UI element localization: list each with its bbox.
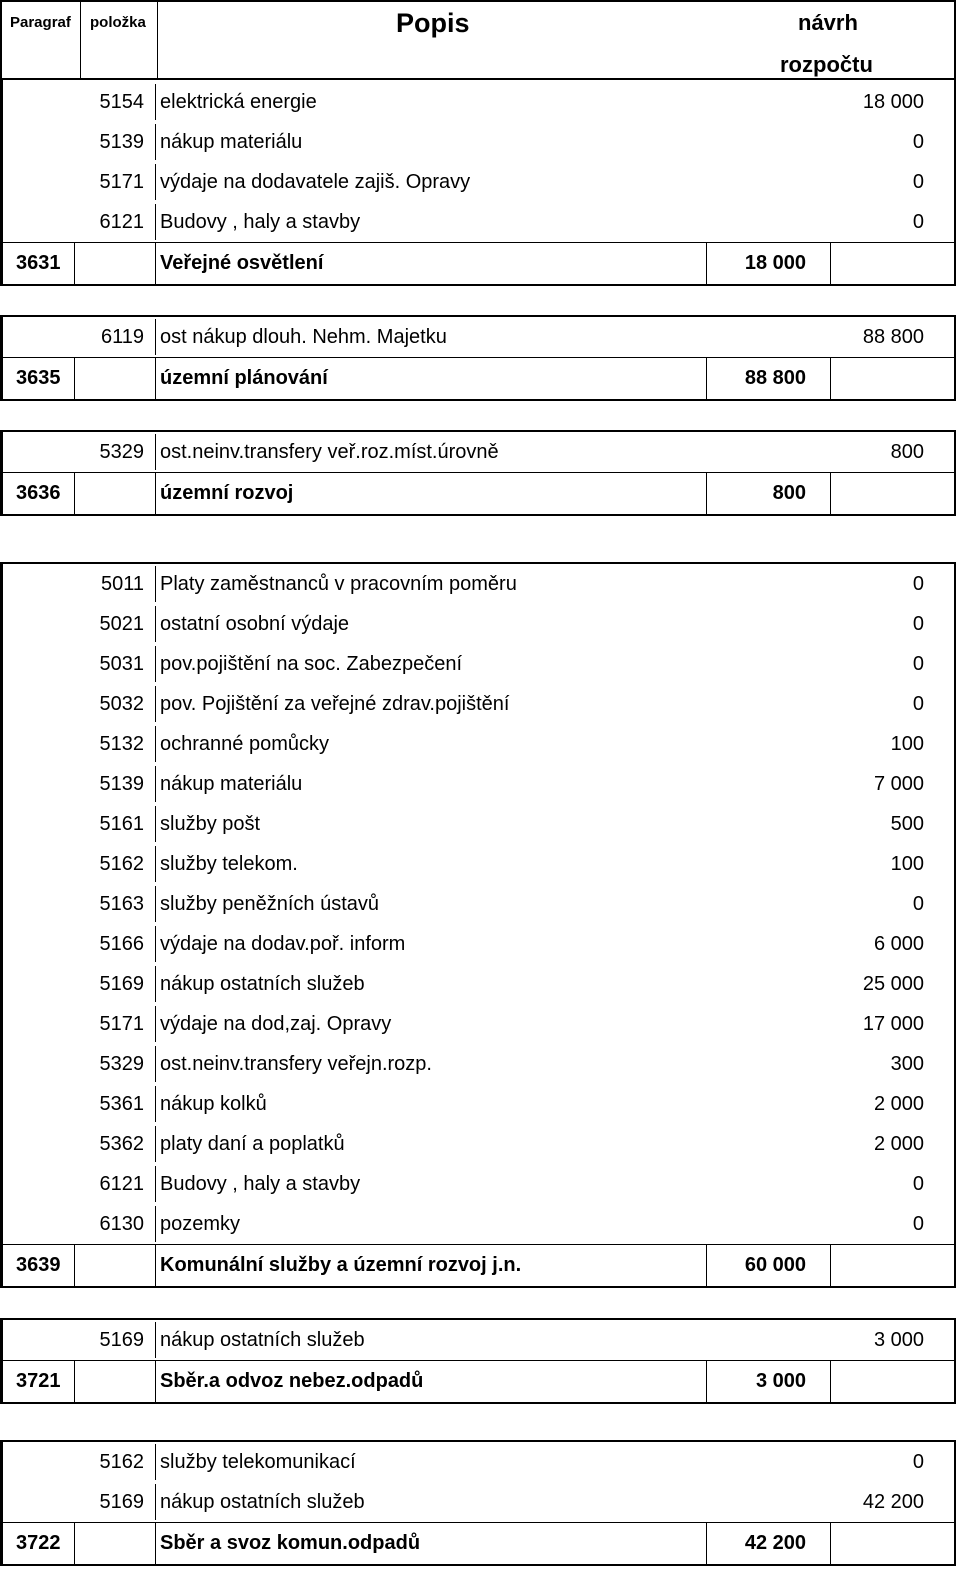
paragraf-total-row xyxy=(0,472,956,514)
item-amount: 500 xyxy=(890,813,924,835)
column-divider xyxy=(155,124,156,160)
header-polozka: položka xyxy=(90,14,146,31)
section-bottom-border xyxy=(0,1564,956,1566)
total-row-top-border xyxy=(0,1360,956,1361)
header-paragraf: Paragraf xyxy=(10,14,71,31)
table-row xyxy=(0,122,956,162)
paragraf-total-amount: 88 800 xyxy=(744,367,806,389)
item-code: 5132 xyxy=(99,733,144,755)
section-bottom-border xyxy=(0,399,956,401)
paragraf-total-row xyxy=(0,242,956,284)
item-description: ost.neinv.transfery veř.roz.míst.úrovně xyxy=(160,441,499,463)
table-row xyxy=(0,1204,956,1244)
column-divider xyxy=(706,1360,707,1402)
budget-section xyxy=(0,80,956,286)
table-row xyxy=(0,804,956,844)
column-divider xyxy=(155,204,156,240)
column-divider xyxy=(155,1484,156,1520)
item-amount: 800 xyxy=(890,441,924,463)
paragraf-total-amount: 3 000 xyxy=(755,1370,806,1392)
column-divider xyxy=(830,472,831,514)
item-amount: 100 xyxy=(890,853,924,875)
item-code: 5154 xyxy=(99,91,144,113)
column-divider xyxy=(155,1166,156,1202)
column-divider xyxy=(155,1006,156,1042)
paragraf-total-amount: 800 xyxy=(772,482,806,504)
column-divider xyxy=(830,242,831,284)
column-divider xyxy=(155,1244,156,1286)
item-amount: 0 xyxy=(912,1451,924,1473)
table-row xyxy=(0,1084,956,1124)
item-description: nákup ostatních služeb xyxy=(160,973,365,995)
paragraf-title: Komunální služby a územní rozvoj j.n. xyxy=(160,1254,522,1276)
column-divider xyxy=(830,357,831,399)
item-description: nákup materiálu xyxy=(160,773,303,795)
item-code: 5169 xyxy=(99,973,144,995)
column-divider xyxy=(706,242,707,284)
section-bottom-border xyxy=(0,514,956,516)
paragraf-total-row xyxy=(0,1522,956,1564)
item-amount: 0 xyxy=(912,613,924,635)
item-amount: 0 xyxy=(912,131,924,153)
column-divider xyxy=(155,726,156,762)
total-row-top-border xyxy=(0,242,956,243)
paragraf-total-amount: 18 000 xyxy=(744,252,806,274)
column-divider xyxy=(155,566,156,602)
item-description: elektrická energie xyxy=(160,91,317,113)
item-code: 5032 xyxy=(99,693,144,715)
item-amount: 6 000 xyxy=(873,933,924,955)
column-divider xyxy=(155,1322,156,1358)
item-code: 6121 xyxy=(99,1173,144,1195)
total-row-top-border xyxy=(0,472,956,473)
table-header xyxy=(0,0,956,80)
column-divider xyxy=(155,846,156,882)
budget-section xyxy=(0,1440,956,1566)
column-divider xyxy=(155,646,156,682)
table-row xyxy=(0,884,956,924)
item-code: 5169 xyxy=(99,1491,144,1513)
column-divider xyxy=(155,766,156,802)
budget-section xyxy=(0,315,956,401)
column-divider xyxy=(155,1046,156,1082)
column-divider xyxy=(155,1360,156,1402)
item-description: Budovy , haly a stavby xyxy=(160,211,361,233)
paragraf-title: územní plánování xyxy=(160,367,328,389)
column-divider xyxy=(706,1522,707,1564)
total-row-top-border xyxy=(0,1522,956,1523)
item-code: 6121 xyxy=(99,211,144,233)
paragraf-title: Veřejné osvětlení xyxy=(160,252,324,274)
budget-section xyxy=(0,430,956,516)
budget-section xyxy=(0,562,956,1288)
paragraf-code: 3635 xyxy=(16,367,61,389)
item-amount: 0 xyxy=(912,1213,924,1235)
item-code: 5329 xyxy=(99,441,144,463)
item-amount: 2 000 xyxy=(873,1093,924,1115)
item-description: pov.pojištění na soc. Zabezpečení xyxy=(160,653,463,675)
paragraf-total-row xyxy=(0,357,956,399)
budget-section xyxy=(0,1318,956,1404)
paragraf-code: 3639 xyxy=(16,1254,61,1276)
table-row xyxy=(0,432,956,472)
table-row xyxy=(0,82,956,122)
item-amount: 0 xyxy=(912,171,924,193)
item-description: výdaje na dod,zaj. Opravy xyxy=(160,1013,392,1035)
item-description: nákup kolků xyxy=(160,1093,267,1115)
table-row xyxy=(0,1164,956,1204)
table-row xyxy=(0,162,956,202)
column-divider xyxy=(830,1522,831,1564)
table-row xyxy=(0,564,956,604)
item-amount: 0 xyxy=(912,893,924,915)
paragraf-total-row xyxy=(0,1244,956,1286)
item-code: 5361 xyxy=(99,1093,144,1115)
item-amount: 2 000 xyxy=(873,1133,924,1155)
item-description: nákup ostatních služeb xyxy=(160,1491,365,1513)
column-divider xyxy=(155,164,156,200)
column-divider xyxy=(155,84,156,120)
table-row xyxy=(0,1442,956,1482)
item-code: 6130 xyxy=(99,1213,144,1235)
table-row xyxy=(0,1124,956,1164)
item-amount: 3 000 xyxy=(873,1329,924,1351)
paragraf-total-amount: 42 200 xyxy=(744,1532,806,1554)
table-row xyxy=(0,724,956,764)
table-row xyxy=(0,644,956,684)
total-row-top-border xyxy=(0,357,956,358)
item-code: 5163 xyxy=(99,893,144,915)
item-description: výdaje na dodavatele zajiš. Opravy xyxy=(160,171,471,193)
item-description: Platy zaměstnanců v pracovním poměru xyxy=(160,573,517,595)
column-divider xyxy=(155,606,156,642)
item-amount: 0 xyxy=(912,693,924,715)
item-description: služby peněžních ústavů xyxy=(160,893,380,915)
paragraf-code: 3636 xyxy=(16,482,61,504)
header-rozpoctu: rozpočtu xyxy=(780,52,873,77)
column-divider xyxy=(830,1244,831,1286)
column-divider xyxy=(155,926,156,962)
item-code: 5162 xyxy=(99,853,144,875)
column-divider xyxy=(74,1360,75,1402)
header-divider xyxy=(157,2,158,78)
column-divider xyxy=(830,1360,831,1402)
item-code: 5161 xyxy=(99,813,144,835)
section-bottom-border xyxy=(0,284,956,286)
item-code: 6119 xyxy=(100,326,144,348)
column-divider xyxy=(155,319,156,355)
column-divider xyxy=(706,1244,707,1286)
column-divider xyxy=(155,686,156,722)
paragraf-title: Sběr a svoz komun.odpadů xyxy=(160,1532,421,1554)
column-divider xyxy=(706,357,707,399)
table-row xyxy=(0,924,956,964)
item-amount: 0 xyxy=(912,211,924,233)
item-amount: 88 800 xyxy=(862,326,924,348)
column-divider xyxy=(706,472,707,514)
header-popis: Popis xyxy=(396,8,470,38)
paragraf-title: územní rozvoj xyxy=(160,482,294,504)
item-code: 5166 xyxy=(99,933,144,955)
column-divider xyxy=(155,357,156,399)
item-amount: 0 xyxy=(912,573,924,595)
section-bottom-border xyxy=(0,1286,956,1288)
column-divider xyxy=(74,1244,75,1286)
item-amount: 0 xyxy=(912,1173,924,1195)
column-divider xyxy=(155,1206,156,1242)
table-row xyxy=(0,764,956,804)
item-amount: 17 000 xyxy=(862,1013,924,1035)
column-divider xyxy=(155,966,156,1002)
item-code: 5169 xyxy=(99,1329,144,1351)
paragraf-code: 3721 xyxy=(16,1370,61,1392)
item-amount: 100 xyxy=(890,733,924,755)
section-bottom-border xyxy=(0,1402,956,1404)
item-code: 5031 xyxy=(99,653,144,675)
item-description: pozemky xyxy=(160,1213,241,1235)
item-description: ost.neinv.transfery veřejn.rozp. xyxy=(160,1053,432,1075)
column-divider xyxy=(155,886,156,922)
paragraf-total-row xyxy=(0,1360,956,1402)
item-code: 5329 xyxy=(99,1053,144,1075)
table-row xyxy=(0,1004,956,1044)
item-description: služby telekom. xyxy=(160,853,298,875)
column-divider xyxy=(155,472,156,514)
item-code: 5011 xyxy=(100,573,144,595)
paragraf-code: 3631 xyxy=(16,252,61,274)
column-divider xyxy=(155,1444,156,1480)
column-divider xyxy=(155,1522,156,1564)
paragraf-total-amount: 60 000 xyxy=(744,1254,806,1276)
item-code: 5021 xyxy=(99,613,144,635)
item-amount: 0 xyxy=(912,653,924,675)
item-description: služby pošt xyxy=(160,813,261,835)
column-divider xyxy=(74,472,75,514)
table-row xyxy=(0,604,956,644)
column-divider xyxy=(155,1086,156,1122)
paragraf-code: 3722 xyxy=(16,1532,61,1554)
item-description: pov. Pojištění za veřejné zdrav.pojištění xyxy=(160,693,510,715)
table-row xyxy=(0,1044,956,1084)
item-amount: 300 xyxy=(890,1053,924,1075)
item-code: 5171 xyxy=(99,171,144,193)
table-row xyxy=(0,1320,956,1360)
item-description: nákup ostatních služeb xyxy=(160,1329,365,1351)
table-row xyxy=(0,317,956,357)
item-code: 5171 xyxy=(99,1013,144,1035)
item-description: nákup materiálu xyxy=(160,131,303,153)
header-navrh: návrh xyxy=(798,10,858,35)
item-description: ost nákup dlouh. Nehm. Majetku xyxy=(160,326,447,348)
column-divider xyxy=(155,242,156,284)
item-amount: 18 000 xyxy=(862,91,924,113)
table-row xyxy=(0,964,956,1004)
table-row xyxy=(0,844,956,884)
item-code: 5362 xyxy=(99,1133,144,1155)
column-divider xyxy=(155,434,156,470)
item-description: ochranné pomůcky xyxy=(160,733,329,755)
column-divider xyxy=(155,806,156,842)
header-divider xyxy=(80,2,81,78)
item-code: 5139 xyxy=(99,773,144,795)
item-description: Budovy , haly a stavby xyxy=(160,1173,361,1195)
item-amount: 7 000 xyxy=(873,773,924,795)
item-amount: 42 200 xyxy=(862,1491,924,1513)
item-amount: 25 000 xyxy=(862,973,924,995)
table-row xyxy=(0,202,956,242)
paragraf-title: Sběr.a odvoz nebez.odpadů xyxy=(160,1370,424,1392)
table-row xyxy=(0,1482,956,1522)
column-divider xyxy=(74,1522,75,1564)
column-divider xyxy=(74,242,75,284)
column-divider xyxy=(74,357,75,399)
item-description: platy daní a poplatků xyxy=(160,1133,345,1155)
table-row xyxy=(0,684,956,724)
item-description: služby telekomunikací xyxy=(160,1451,356,1473)
item-description: ostatní osobní výdaje xyxy=(160,613,350,635)
column-divider xyxy=(155,1126,156,1162)
item-description: výdaje na dodav.poř. inform xyxy=(160,933,406,955)
item-code: 5162 xyxy=(99,1451,144,1473)
item-code: 5139 xyxy=(99,131,144,153)
